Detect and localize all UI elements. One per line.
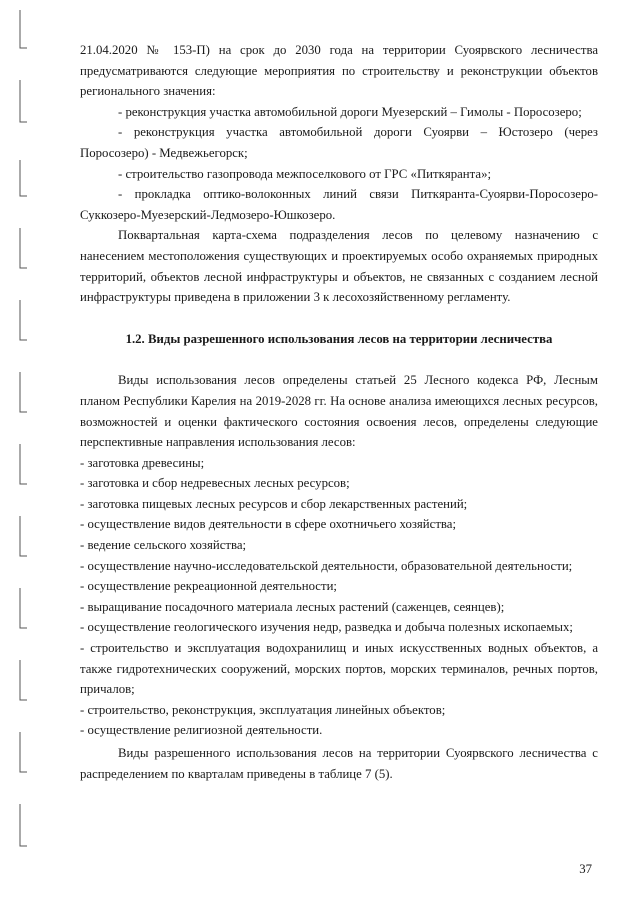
use-list-item: - заготовка и сбор недревесных лесных ресурсов; (80, 476, 350, 491)
section-heading: 1.2. Виды разрешенного использования лесов на территории лесничества (125, 331, 553, 346)
use-list-item: - строительство и эксплуатация водохранилищ и иных искусственных водных объектов, а также гидротехнических сооружений, морских портов, морских терминалов, речных портов, причалов; (80, 641, 598, 697)
binding-marks-graphic (0, 0, 40, 905)
use-list-item: - осуществление научно-исследовательской деятельности, образовательной деятельности; (80, 558, 573, 573)
measure-item: - реконструкция участка автомобильной дороги Суоярви – Юстозеро (через Поросозеро) - Медвежьегорск; (80, 125, 598, 160)
measure-item: - прокладка оптико-волоконных линий связи Питкяранта-Суоярви-Поросозеро-Суккозеро-Муезерский-Ледмозеро-Юшкозеро. (80, 187, 598, 222)
use-list-item: - заготовка пищевых лесных ресурсов и сбор лекарственных растений; (80, 496, 468, 511)
page-number: 37 (579, 862, 592, 876)
use-list-item: - осуществление видов деятельности в сфере охотничьего хозяйства; (80, 517, 457, 532)
use-list-item: - осуществление рекреационной деятельности; (80, 579, 337, 594)
measure-item: - строительство газопровода межпоселкового от ГРС «Питкяранта»; (118, 166, 492, 181)
section-intro-paragraph: Виды использования лесов определены статьей 25 Лесного кодекса РФ, Лесным планом Республики Карелия на 2019-2028 гг. На основе анализа имеющихся лесных ресурсов, возможностей и оценки фактического состояния освоения лесов, определены следующие перспективные направления использования лесов: (80, 373, 598, 450)
closing-paragraph: Виды разрешенного использования лесов на территории Суоярвского лесничества с распределением по кварталам приведены в таблице 7 (5). (80, 746, 598, 781)
use-list-item: - выращивание посадочного материала лесных растений (саженцев, сеянцев); (80, 599, 505, 614)
measure-item: - реконструкция участка автомобильной дороги Муезерский – Гимолы - Поросозеро; (118, 104, 582, 119)
use-list-item: - заготовка древесины; (80, 455, 205, 470)
use-list-item: - осуществление геологического изучения недр, разведка и добыча полезных ископаемых; (80, 620, 573, 635)
page-body (80, 40, 598, 784)
use-list-item: - ведение сельского хозяйства; (80, 538, 247, 553)
use-list-item: - осуществление религиозной деятельности. (80, 723, 323, 738)
intro-paragraph: 21.04.2020 № 153-П) на срок до 2030 года на территории Суоярвского лесничества предусматриваются следующие мероприятия по строительству и реконструкции объектов регионального значения: (80, 43, 598, 99)
use-list-item: - строительство, реконструкция, эксплуатация линейных объектов; (80, 702, 446, 717)
binding-margin-marks (0, 0, 40, 905)
map-note-paragraph: Поквартальная карта-схема подразделения лесов по целевому назначению с нанесением местоположения существующих и проектируемых особо охраняемых природных территорий, объектов лесной инфраструктуры и объектов, не связанных с созданием лесной инфраструктуры приведена в приложении 3 к лесохозяйственному регламенту. (80, 228, 598, 305)
